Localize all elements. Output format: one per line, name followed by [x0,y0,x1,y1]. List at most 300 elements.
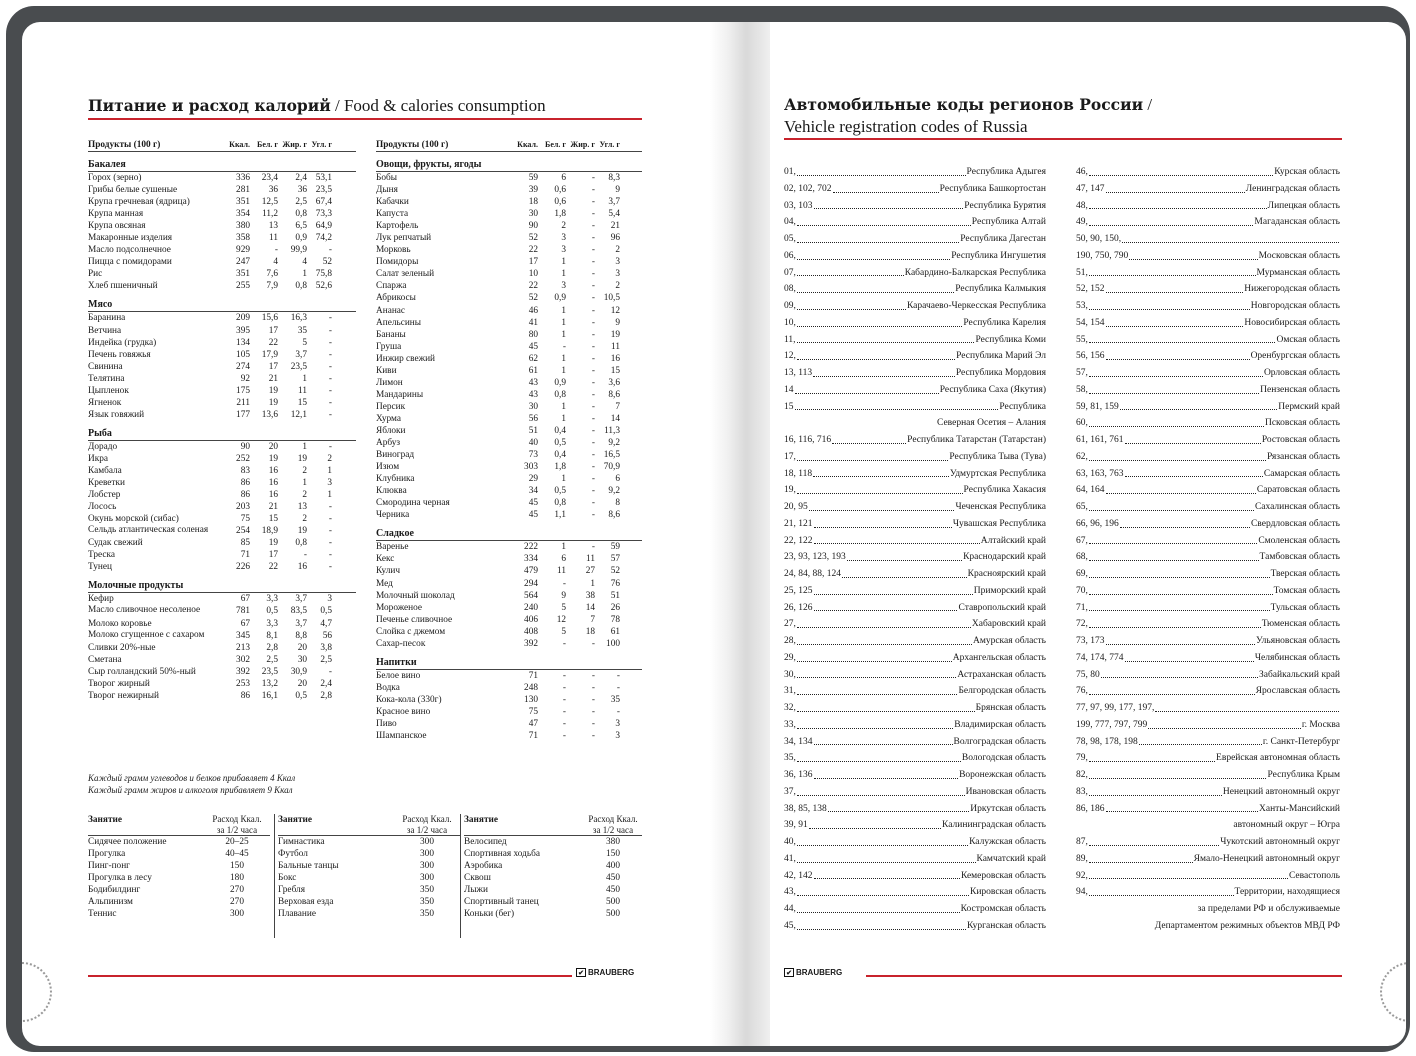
cell-value: 408 [524,626,538,637]
cell-value: - [591,209,595,220]
region-code: 73, 173 [1076,636,1105,646]
region-name: Кабардино-Балкарская Республика [904,267,1046,278]
region-code-row [784,633,1046,650]
region-code: 45, [784,920,796,931]
table-row [376,172,642,184]
dot-leader [797,683,958,695]
dot-leader [1089,499,1254,511]
title-en: Vehicle registration codes of Russia [784,117,1028,136]
product-name: Телятина [88,373,125,384]
brand-mark-icon: ✔ [576,968,586,977]
region-code-row [784,583,1046,600]
region-name: Белгородская область [958,686,1046,697]
cell-value: 1 [561,305,566,316]
dot-leader [1089,164,1273,176]
cell-value: 8,6 [608,389,620,400]
activity-kcal: 300 [420,861,434,871]
region-code: 70, [1076,585,1088,596]
cell-value: - [591,425,595,436]
table-row [88,678,356,690]
activity-name: Бальные танцы [278,861,339,871]
dot-leader [814,516,952,528]
product-name: Шампанское [376,731,427,742]
product-name: Мороженое [376,602,423,613]
cell-value: 11,2 [262,209,278,220]
region-code: 43, [784,887,796,898]
region-code: 34, 134 [784,736,813,747]
product-name: Сельдь атлантическая соленая [88,525,209,536]
activity-row [88,896,270,908]
region-code: 40, [784,837,796,847]
region-name: Амурская область [972,636,1046,646]
region-code-row [1076,265,1340,282]
region-code-row [784,214,1046,231]
region-code-row [784,348,1046,365]
region-name: Краснодарский край [963,552,1046,563]
cell-value: - [591,682,595,693]
region-name: Территории, находящиеся [1234,887,1340,898]
region-code: 20, 95 [784,502,808,512]
region-code: 69, [1076,569,1088,579]
dot-leader [797,750,961,762]
cell-value: 213 [236,642,250,653]
cell-value: 11 [298,385,307,396]
region-code-row [1076,248,1340,265]
cell-value: 13,6 [261,409,278,420]
cell-value: - [616,706,620,717]
region-name: Республика Хакасия [963,485,1046,496]
cell-value: 2,4 [320,678,332,689]
cell-value: 177 [236,409,250,420]
activity-row [278,848,460,860]
cell-value: 13 [297,502,307,513]
table-row [376,730,642,742]
footer-line [88,975,572,977]
cell-value: 392 [524,638,538,649]
activity-name: Сквош [464,873,491,883]
category-heading: Сладкое [376,528,642,541]
activity-row [464,884,642,896]
region-name: Республика Башкортостан [939,183,1046,194]
table-row [376,256,642,268]
activity-header [464,814,642,836]
dot-leader [1089,784,1222,796]
product-name: Ветчина [88,325,122,336]
cell-value: - [328,514,332,525]
activity-name: Гребля [278,885,305,895]
region-name: Тверская область [1270,569,1340,579]
region-code-row [1076,432,1340,449]
cell-value: - [591,377,595,388]
cell-value: 395 [236,325,250,336]
activity-name: Аэробика [464,861,503,871]
region-code: 54, 154 [1076,317,1105,328]
table-header [88,138,356,152]
cell-value: 52 [610,566,620,577]
region-name: Республика Крым [1267,770,1340,780]
cell-value: 2,4 [295,173,307,183]
region-name: Астраханская область [957,669,1046,680]
region-code-row [784,382,1046,399]
header-fat: Жир. г [282,139,307,149]
product-name: Арбуз [376,438,401,449]
region-code-row [1076,717,1340,734]
cell-value: 1 [302,478,307,489]
product-name: Креветки [88,478,125,489]
dot-leader [797,449,948,461]
cell-value: 23,4 [261,173,278,183]
activity-row [88,908,270,920]
activity-row [464,860,642,872]
cell-value: 1 [561,257,566,268]
cell-value: 2,8 [320,690,332,701]
dot-leader [1106,348,1250,360]
cell-value: 86 [240,490,250,501]
region-code-row [784,533,1046,550]
table-row [88,537,356,549]
region-code-row [784,231,1046,248]
activity-kcal: 300 [230,909,244,919]
cell-value: 5,4 [608,209,620,220]
cell-value: 0,5 [554,438,566,449]
dot-leader [814,583,973,595]
product-name: Кекс [376,554,395,565]
product-name: Кефир [88,594,114,605]
cell-value: - [591,233,595,244]
product-name: Клюква [376,486,407,497]
product-name: Кулич [376,566,401,577]
region-code-row [1076,482,1340,499]
region-code: 06, [784,250,796,261]
region-code: 59, 81, 159 [1076,401,1119,412]
cell-value: 0,6 [554,197,566,208]
title-en: Food & calories consumption [343,96,546,115]
cell-value: 52 [322,257,332,268]
activity-header-kcal: Расход Ккал. за 1/2 часа [402,814,452,835]
dot-leader [1089,365,1263,377]
region-code: 33, [784,719,796,730]
cell-value: - [591,706,595,717]
cell-value: 11 [586,554,595,565]
activity-name: Велосипед [464,837,507,847]
cell-value: 21 [268,502,278,513]
cell-value: 3,7 [295,349,307,360]
planner-cover-frame [6,6,1410,1052]
dot-leader [797,214,971,226]
region-code: 77, 97, 99, 177, 197, [1076,703,1155,713]
cell-value: 222 [524,542,538,553]
region-code-row [1076,784,1340,801]
region-code-row [1076,600,1340,617]
region-code-row [784,482,1046,499]
activity-kcal: 380 [606,837,620,847]
dot-leader [813,466,949,478]
cell-value: 64,9 [315,221,332,232]
region-code-row [784,868,1046,885]
dot-leader [797,231,959,243]
title-separator: / [330,96,344,115]
cell-value: 281 [236,185,250,196]
cell-value: - [591,305,595,316]
cell-value: 1,8 [554,209,566,220]
cell-value: 3 [561,281,566,292]
cell-value: 67 [240,594,250,605]
table-row [88,690,356,702]
product-name: Ананас [376,305,406,316]
region-name: Смоленская область [1258,535,1340,546]
table-row [88,325,356,337]
category-heading: Напитки [376,657,642,670]
cell-value: 17 [268,361,278,372]
product-name: Творог жирный [88,678,150,689]
cell-value: 30 [528,209,538,220]
cell-value: 0,5 [554,486,566,497]
region-code: 49, [1076,217,1088,228]
activity-name: Прогулка [88,849,126,859]
cell-value: 303 [524,462,538,473]
cell-value: 345 [236,630,250,641]
table-row [88,666,356,678]
cell-value: 100 [606,638,620,649]
dot-leader [797,281,954,293]
cell-value: 203 [236,502,250,513]
region-code: 22, 122 [784,535,813,546]
product-name: Горох (зерно) [88,173,142,183]
cell-value: 9,2 [608,438,620,449]
cell-value: 10,5 [603,293,620,304]
cell-value: - [562,638,566,649]
cell-value: 1 [561,269,566,280]
dot-leader [797,298,906,310]
cell-value: - [591,462,595,473]
activity-kcal: 450 [606,873,620,883]
cell-value: - [591,731,595,742]
region-name: за пределами РФ и обслуживаемые [1197,904,1340,914]
product-name: Сливки 20%-ные [88,642,156,653]
region-code: 26, 126 [784,602,813,613]
region-code-row [1076,365,1340,382]
title-separator: / [1143,95,1153,114]
table-row [88,312,356,324]
region-code-row [1076,549,1340,566]
cell-value: 1 [327,465,332,476]
activity-row [464,848,642,860]
page-title [784,94,1152,137]
cell-value: 19 [297,526,307,537]
region-code-row [784,298,1046,315]
cell-value: 21 [610,221,620,232]
region-code: 74, 174, 774 [1076,652,1124,663]
region-name: Ненецкий автономный округ [1222,786,1340,797]
cell-value: 1 [590,578,595,589]
cell-value: 3 [561,233,566,244]
region-code-row [784,315,1046,332]
cell-value: - [562,682,566,693]
cell-value: - [616,670,620,681]
region-name: Кемеровская область [960,870,1046,881]
cell-value: 294 [524,578,538,589]
dot-leader [1089,600,1270,612]
cell-value: - [591,341,595,352]
cell-value: 3,6 [608,377,620,388]
activity-row [88,860,270,872]
region-code: 25, 125 [784,585,813,596]
activity-row [278,872,460,884]
cell-value: 92 [240,373,250,384]
cell-value: 78 [610,614,620,625]
region-code: 32, [784,703,796,713]
region-name: Забайкальский край [1259,669,1340,680]
region-code-row [1076,834,1340,851]
product-name: Печень говяжья [88,349,151,360]
product-name: Дорадо [88,441,118,452]
cell-value: 3,7 [295,618,307,629]
cell-value: 43 [528,377,538,388]
activity-header-kcal: Расход Ккал. за 1/2 часа [588,814,638,835]
dot-leader [797,700,975,712]
cell-value: 0,8 [554,389,566,400]
region-code: 58, [1076,384,1088,395]
dot-leader [1106,633,1255,645]
dot-leader [809,499,955,511]
cell-value: 52 [528,233,538,244]
region-code-row [1076,516,1340,533]
region-name: Ярославская область [1255,686,1340,697]
product-name: Цыпленок [88,385,129,396]
table-row [376,401,642,413]
cell-value: - [328,373,332,384]
dot-leader [1148,717,1301,729]
cell-value: - [591,694,595,705]
product-name: Спаржа [376,281,407,292]
cell-value: - [562,341,566,352]
cell-value: - [591,413,595,424]
cell-value: - [591,197,595,208]
table-row [88,409,356,421]
cell-value: 19 [268,385,278,396]
activity-row [464,836,642,848]
region-name: Липецкая область [1267,200,1340,211]
dot-leader [797,248,950,260]
region-code-row [784,734,1046,751]
region-name: Республика Тыва (Тува) [949,451,1046,462]
table-row [376,670,642,682]
cell-value: 2,8 [266,642,278,653]
cell-value: - [591,293,595,304]
region-code-row [784,164,1046,181]
cell-value: 2 [615,281,620,292]
cell-value: 22 [268,562,278,573]
product-name: Киви [376,365,397,376]
product-name: Картофель [376,221,419,232]
product-name: Молоко коровье [88,618,152,629]
table-row [88,489,356,501]
table-row [88,549,356,561]
cell-value: - [274,245,278,256]
region-name: Рязанская область [1267,451,1340,462]
dot-leader [814,868,960,880]
activity-kcal: 270 [230,885,244,895]
cell-value: 1,8 [554,462,566,473]
cell-value: 3,3 [266,594,278,605]
brand-logo [576,968,634,977]
region-name: Алтайский край [980,535,1046,546]
table-row [376,437,642,449]
product-name: Крупа манная [88,209,144,220]
dot-leader [1089,884,1234,896]
activity-row [278,896,460,908]
cell-value: - [591,365,595,376]
cell-value: 86 [240,690,250,701]
header-product: Продукты (100 г) [376,139,449,150]
region-name: Оренбургская область [1250,351,1340,362]
cell-value: 62 [528,353,538,364]
dot-leader [1089,851,1193,863]
region-code-row [784,600,1046,617]
activity-row [278,884,460,896]
region-code: 24, 84, 88, 124 [784,569,841,579]
region-code: 09, [784,301,796,311]
product-name: Смородина черная [376,498,450,509]
product-name: Виноград [376,450,415,461]
cell-value: 8,6 [608,510,620,521]
region-code-row [1076,801,1340,818]
region-name: Северная Осетия – Алания [937,418,1046,429]
region-code-row [1076,332,1340,349]
cell-value: 3 [615,269,620,280]
cell-value: 0,8 [554,498,566,509]
table-row [376,578,642,590]
cell-value: 2,5 [320,654,332,665]
cell-value: 2,5 [266,654,278,665]
region-name: Республика Карелия [963,317,1046,328]
region-code: 47, 147 [1076,183,1105,194]
activity-name: Альпинизм [88,897,133,907]
cell-value: 1 [302,373,307,384]
cell-value: - [591,498,595,509]
cell-value: 99,9 [290,245,307,256]
cell-value: 2 [615,245,620,256]
header-kcal: Ккал. [229,139,250,149]
activity-name: Теннис [88,909,117,919]
region-code: 27, [784,619,796,630]
cell-value: 57 [610,554,620,565]
region-name: Ямало-Ненецкий автономный округ [1193,853,1340,864]
page-title [88,96,546,116]
cell-value: 23,5 [315,185,332,196]
region-codes-col1 [784,164,1046,935]
cell-value: 12,5 [261,197,278,208]
dot-leader [797,616,971,628]
dot-leader [1106,315,1244,327]
region-code: 190, 750, 790 [1076,250,1129,261]
region-code-row [784,750,1046,767]
cell-value: 392 [236,666,250,677]
table-row [88,256,356,268]
product-name: Дыня [376,185,398,196]
cell-value: - [328,361,332,372]
cell-value: 17,9 [261,349,278,360]
region-code-row [784,549,1046,566]
dot-leader [797,667,956,679]
cell-value: 22 [268,337,278,348]
product-name: Тунец [88,562,112,573]
region-code-row [784,432,1046,449]
cell-value: 16 [610,353,620,364]
cell-value: 252 [236,453,250,464]
table-row [376,718,642,730]
cell-value: 351 [236,269,250,280]
